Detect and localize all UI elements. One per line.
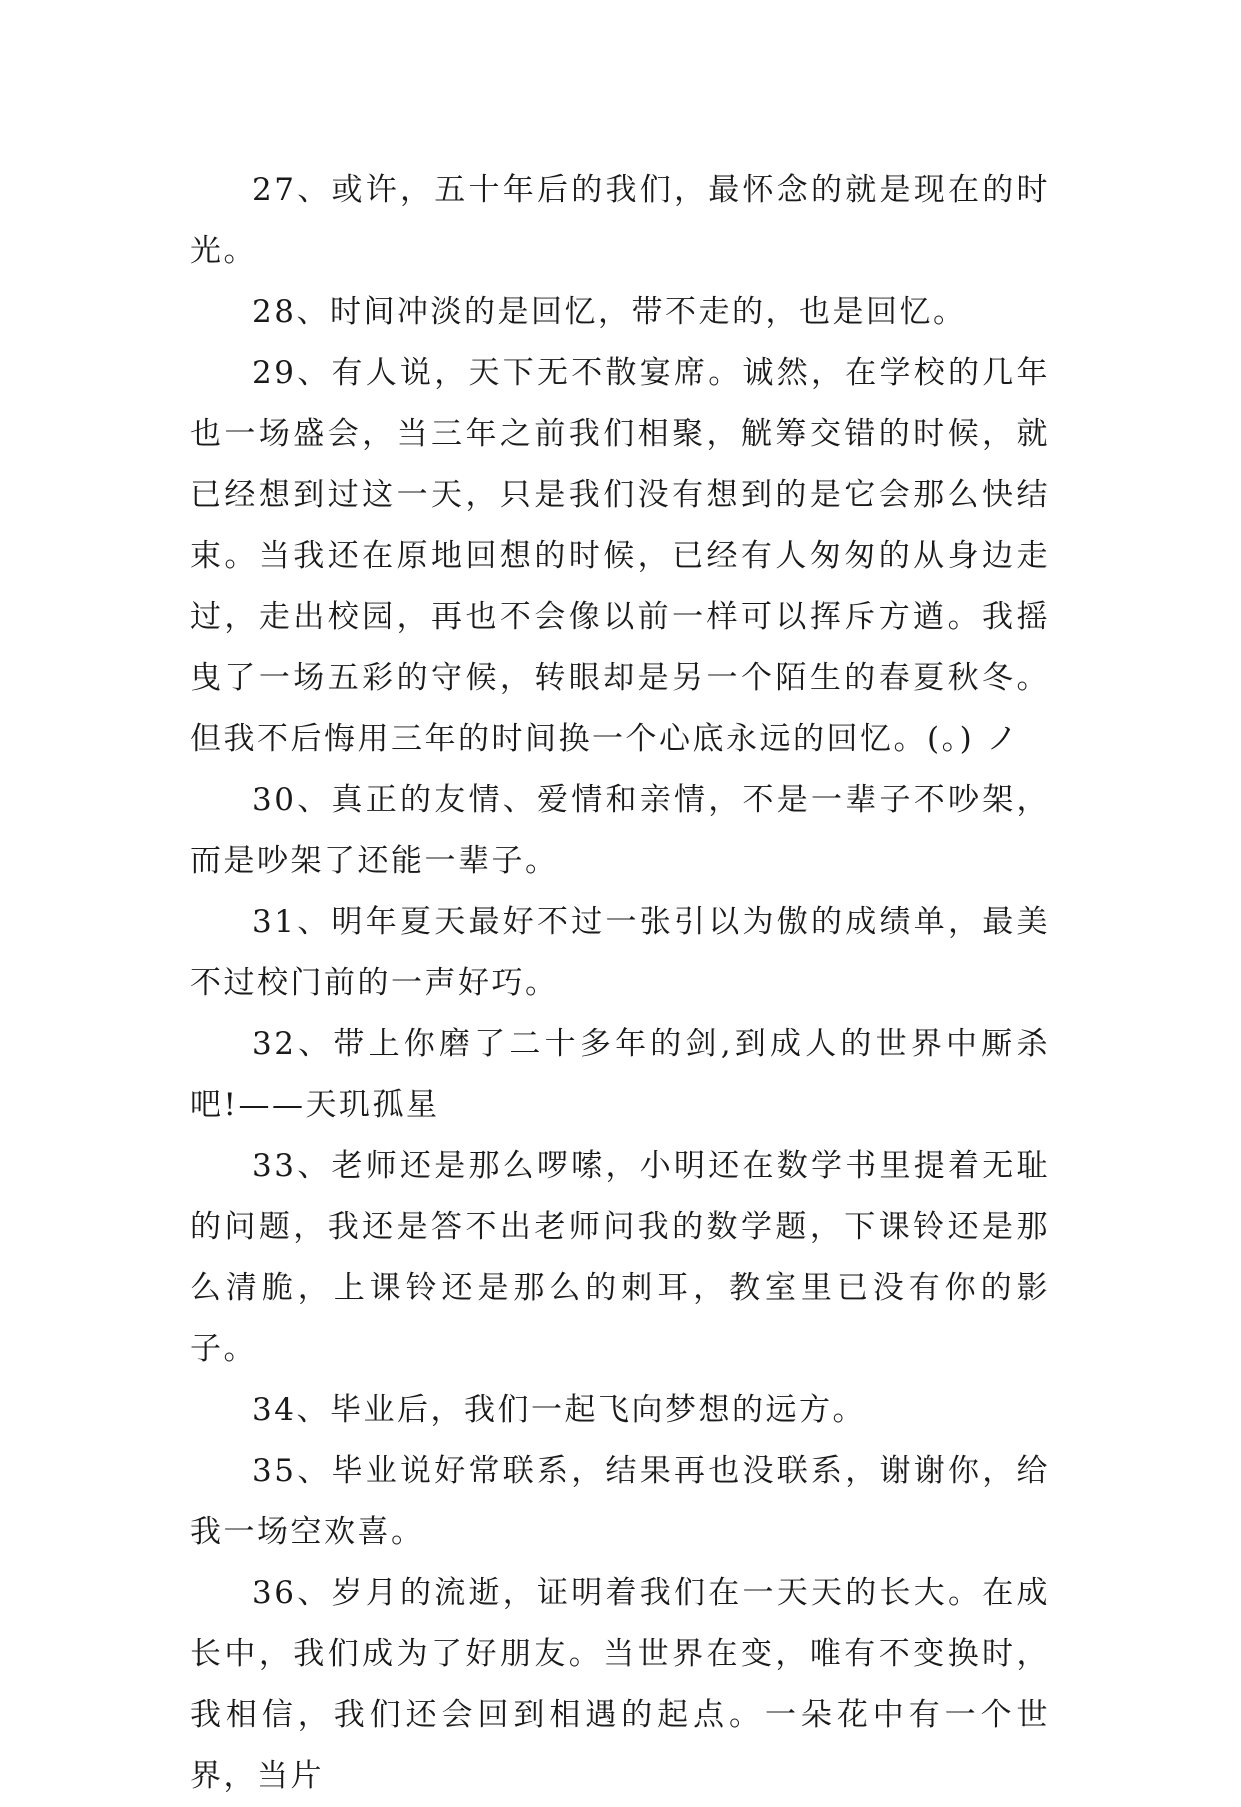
- paragraph-35: 35、毕业说好常联系，结果再也没联系，谢谢你，给我一场空欢喜。: [190, 1453, 1050, 1550]
- paragraph-27: 27、或许，五十年后的我们，最怀念的就是现在的时光。: [190, 172, 1050, 269]
- paragraph-32: 32、带上你磨了二十多年的剑,到成人的世界中厮杀吧!——天玑孤星: [190, 1026, 1050, 1123]
- document-page: [190, 160, 1050, 1807]
- paragraph-33: 33、老师还是那么啰嗦，小明还在数学书里提着无耻的问题，我还是答不出老师问我的数学题，下课铃还是那么清脆，上课铃还是那么的刺耳，教室里已没有你的影子。: [190, 1148, 1050, 1367]
- paragraph-31: 31、明年夏天最好不过一张引以为傲的成绩单，最美不过校门前的一声好巧。: [190, 904, 1050, 1001]
- paragraph-30: 30、真正的友情、爱情和亲情，不是一辈子不吵架，而是吵架了还能一辈子。: [190, 782, 1050, 879]
- paragraph-34: 34、毕业后，我们一起飞向梦想的远方。: [252, 1392, 866, 1428]
- paragraph-28: 28、时间冲淡的是回忆，带不走的，也是回忆。: [252, 294, 967, 330]
- paragraph-36: 36、岁月的流逝，证明着我们在一天天的长大。在成长中，我们成为了好朋友。当世界在变，唯有不变换时，我相信，我们还会回到相遇的起点。一朵花中有一个世界，当片: [190, 1575, 1050, 1794]
- paragraph-29: 29、有人说，天下无不散宴席。诚然，在学校的几年也一场盛会，当三年之前我们相聚，觥筹交错的时候，就已经想到过这一天，只是我们没有想到的是它会那么快结束。当我还在原地回想的时候，已经有人匆匆的从身边走过，走出校园，再也不会像以前一样可以挥斥方遒。我摇曳了一场五彩的守候，转眼却是另一个陌生的春夏秋冬。但我不后悔用三年的时间换一个心底永远的回忆。(。) ノ: [190, 355, 1050, 757]
